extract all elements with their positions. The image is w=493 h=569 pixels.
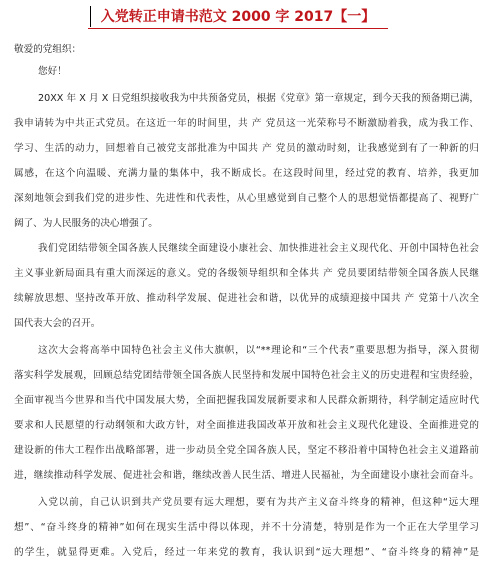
paragraph-line: 属感，在这个向温暖、充满力量的集体中，我不断成长。在这段时间里，经过党的教育、培养，我更加: [14, 168, 479, 179]
salutation: 敬爱的党组织：: [14, 44, 82, 55]
paragraph-line: 20XX 年 X 月 X 日党组织接收我为中共预备党员，根据《党章》第一章规定，到今天我的预备期已满，: [38, 93, 479, 104]
paragraph-line: 入党以前，自己认识到共产党员要有远大理想，要有为共产主义奋斗终身的精神，但这种“远大理: [38, 497, 479, 508]
document-title: 入党转正申请书范文 2000 字 2017【一】: [88, 6, 388, 29]
paragraph-line: 主义事业新局面具有重大而深远的意义。党的各级领导组织和全体共 产 党员要团结带领全国各族人民继: [14, 268, 479, 279]
paragraph-line: 进，继续推动科学发展、促进社会和谐，继续改善人民生活、增进人民福祉，为全面建设小康社会而奋斗。: [14, 470, 479, 481]
paragraph-line: 想”、“奋斗终身的精神”如何在现实生活中得以体现，并不十分清楚，特别是作为一个正在大学里学习: [14, 522, 479, 533]
paragraph-line: 我申请转为中共正式党员。在这近一年的时间里，共 产 党员这一光荣称号不断激励着我，成为我工作、: [14, 118, 479, 129]
paragraph-line: 国代表大会的召开。: [14, 318, 101, 329]
text-cursor: [90, 6, 91, 27]
paragraph-line: 的学生，就显得更难。入党后，经过一年来党的教育，我认识到“远大理想”、“奋斗终身的精神”是: [14, 547, 479, 558]
paragraph-line: 阔了、为人民服务的决心增强了。: [14, 218, 158, 229]
paragraph-line: 建设新的伟大工程作出战略部署，进一步动员全党全国各族人民，坚定不移沿着中国特色社会主义道路前: [14, 445, 479, 456]
paragraph-line: 续解放思想、坚持改革开放、推动科学发展、促进社会和谐，以优异的成绩迎接中国共 产 党第十八次全: [14, 293, 479, 304]
paragraph-line: 全面审视当今世界和当代中国发展大势，全面把握我国发展新要求和人民群众新期待，科学制定适应时代: [14, 395, 479, 406]
paragraph-line: 学习、生活的动力，回想着自己被党支部批准为中国共 产 党员的激动时刻，让我感觉到有了一种新的归: [14, 143, 479, 154]
greeting: 您好！: [38, 66, 67, 77]
paragraph-line: 我们党团结带领全国各族人民继续全面建设小康社会、加快推进社会主义现代化、开创中国特色社会: [38, 243, 479, 254]
paragraph-line: 深刻地领会到我们党的进步性、先进性和代表性，从心里感觉到自己整个人的思想觉悟都提高了、视野广: [14, 193, 479, 204]
paragraph-line: 要求和人民愿望的行动纲领和大政方针，对全面推进我国改革开放和社会主义现代化建设、全面推进党的: [14, 420, 479, 431]
paragraph-line: 落实科学发展观，回顾总结党团结带领全国各族人民坚持和发展中国特色社会主义的历史进程和宝贵经验，: [14, 370, 479, 381]
paragraph-line: 这次大会将高举中国特色社会主义伟大旗帜，以“**理论和“三个代表”重要思想为指导，深入贯彻: [38, 345, 479, 356]
